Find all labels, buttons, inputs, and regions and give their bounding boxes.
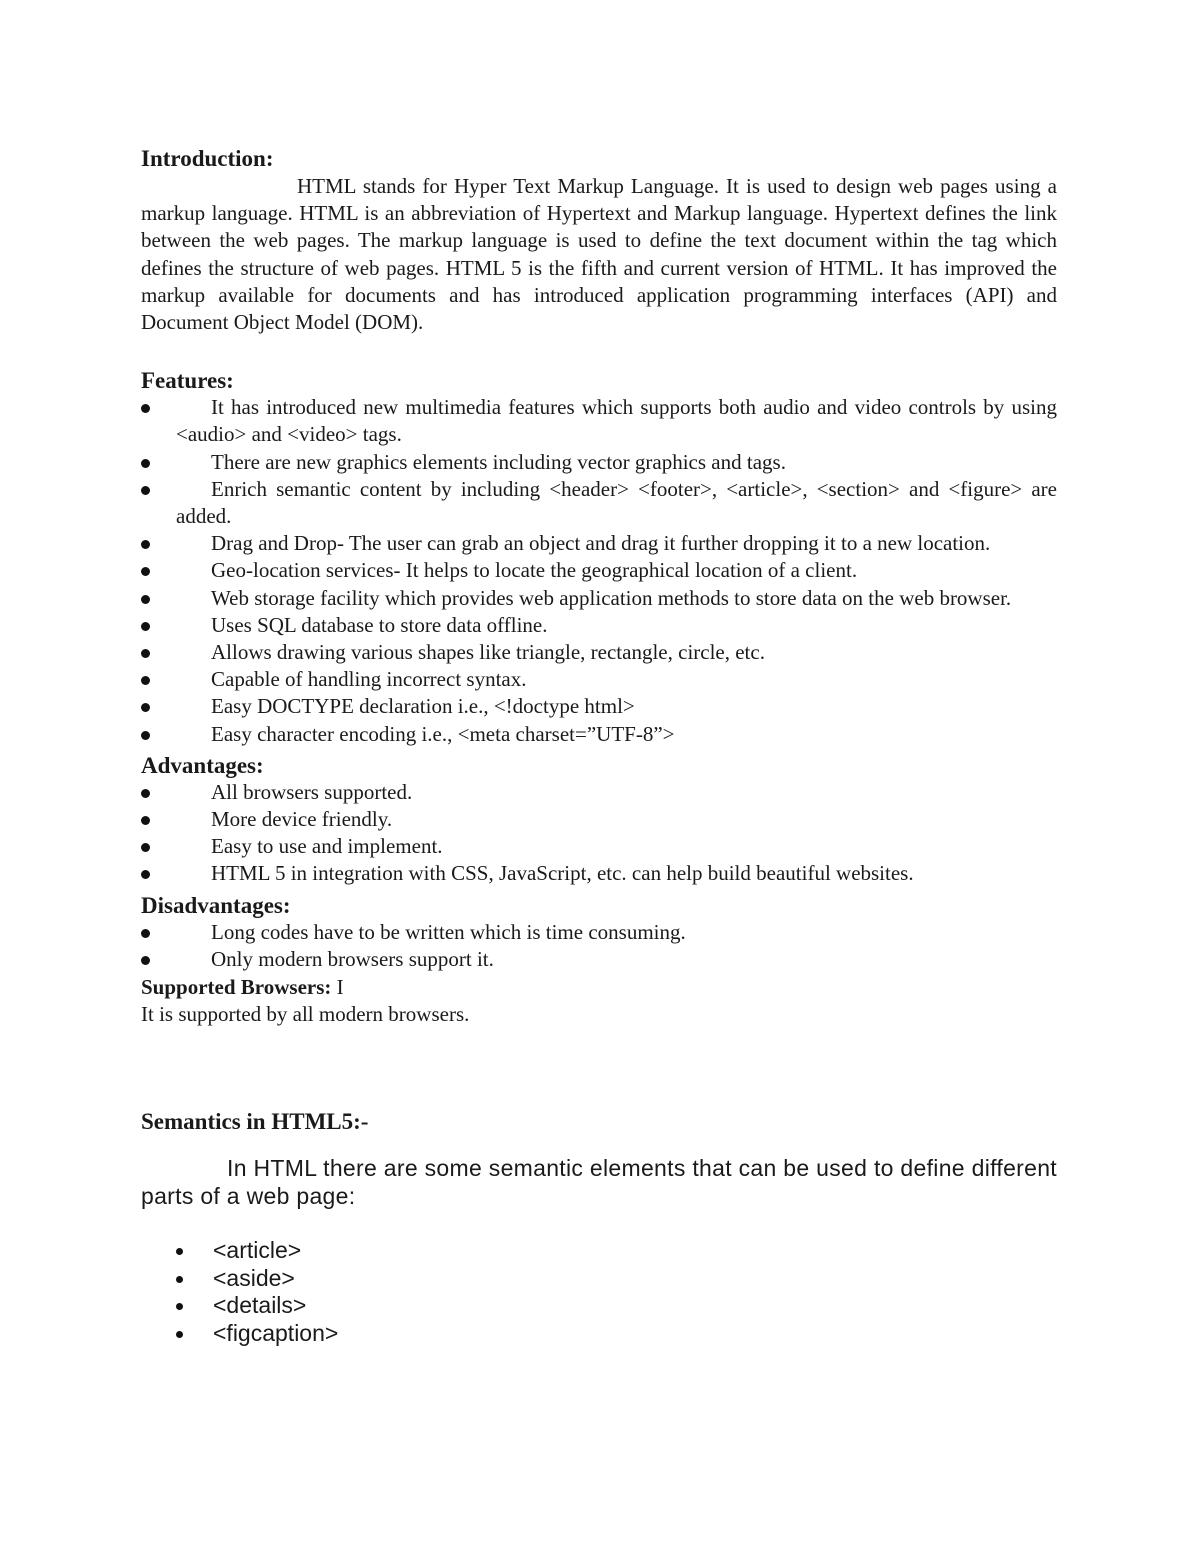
bullet-icon	[141, 870, 150, 879]
list-item: Easy character encoding i.e., <meta charset=”UTF-8”>	[141, 721, 1057, 748]
disadvantages-heading: Disadvantages:	[141, 892, 291, 918]
bullet-icon	[141, 459, 150, 468]
features-heading: Features:	[141, 368, 234, 394]
bullet-icon	[141, 843, 150, 852]
bullet-icon	[141, 486, 150, 495]
list-item: Drag and Drop- The user can grab an object and drag it further dropping it to a new location.	[141, 530, 1057, 557]
list-item: HTML 5 in integration with CSS, JavaScript, etc. can help build beautiful websites.	[141, 860, 1057, 887]
list-item: It has introduced new multimedia features which supports both audio and video controls by using <audio> and <video> tags.	[141, 394, 1057, 448]
list-item: All browsers supported.	[141, 779, 1057, 806]
bullet-icon	[141, 703, 150, 712]
list-item: Easy to use and implement.	[141, 833, 1057, 860]
bullet-icon	[141, 622, 150, 631]
bullet-icon	[141, 540, 150, 549]
bullet-icon	[176, 1331, 183, 1338]
bullet-icon	[141, 956, 150, 965]
introduction-paragraph: HTML stands for Hyper Text Markup Language. It is used to design web pages using a markup language. HTML is an abbreviation of Hypertext and Markup language. Hypertext defines the link between the web pages. The markup language is used to define the text document within the tag which defines the structure of web pages. HTML 5 is the fifth and current version of HTML. It has improved the markup available for documents and has introduced application programming interfaces (API) and Document Object Model (DOM).	[141, 174, 1057, 335]
list-item: Geo-location services- It helps to locate the geographical location of a client.	[141, 557, 1057, 584]
disadvantages-list	[141, 919, 1057, 973]
bullet-icon	[176, 1248, 183, 1255]
list-item: Uses SQL database to store data offline.	[141, 612, 1057, 639]
supported-browsers-label: Supported Browsers:	[141, 975, 332, 1000]
list-item: Only modern browsers support it.	[141, 946, 1057, 973]
list-item: There are new graphics elements including vector graphics and tags.	[141, 449, 1057, 476]
document-page	[141, 0, 1057, 1347]
bullet-icon	[141, 929, 150, 938]
list-item: <aside>	[141, 1265, 1057, 1293]
list-item: <article>	[141, 1237, 1057, 1265]
list-item: Web storage facility which provides web application methods to store data on the web browser.	[141, 585, 1057, 612]
bullet-icon	[141, 404, 150, 413]
bullet-icon	[141, 731, 150, 740]
bullet-icon	[176, 1276, 183, 1283]
bullet-icon	[141, 595, 150, 604]
list-item: Enrich semantic content by including <header> <footer>, <article>, <section> and <figure> are added.	[141, 476, 1057, 530]
advantages-list	[141, 779, 1057, 888]
features-list	[141, 394, 1057, 748]
bullet-icon	[141, 567, 150, 576]
supported-browsers-text: It is supported by all modern browsers.	[141, 1002, 470, 1027]
bullet-icon	[141, 789, 150, 798]
list-item: <figcaption>	[141, 1320, 1057, 1348]
list-item: Easy DOCTYPE declaration i.e., <!doctype html>	[141, 693, 1057, 720]
list-item: Long codes have to be written which is time consuming.	[141, 919, 1057, 946]
list-item: Allows drawing various shapes like triangle, rectangle, circle, etc.	[141, 639, 1057, 666]
semantic-elements-list	[141, 1237, 1057, 1347]
advantages-heading: Advantages:	[141, 752, 264, 778]
semantics-heading: Semantics in HTML5:-	[141, 1109, 369, 1135]
list-item: Capable of handling incorrect syntax.	[141, 666, 1057, 693]
supported-browsers-line	[141, 974, 1057, 1001]
list-item: <details>	[141, 1292, 1057, 1320]
semantics-paragraph: In HTML there are some semantic elements that can be used to define different parts of a web page:	[141, 1155, 1057, 1209]
introduction-heading: Introduction:	[141, 146, 274, 171]
bullet-icon	[176, 1303, 183, 1310]
list-item: More device friendly.	[141, 806, 1057, 833]
bullet-icon	[141, 816, 150, 825]
supported-browsers-suffix: I	[331, 975, 344, 1000]
bullet-icon	[141, 649, 150, 658]
bullet-icon	[141, 676, 150, 685]
